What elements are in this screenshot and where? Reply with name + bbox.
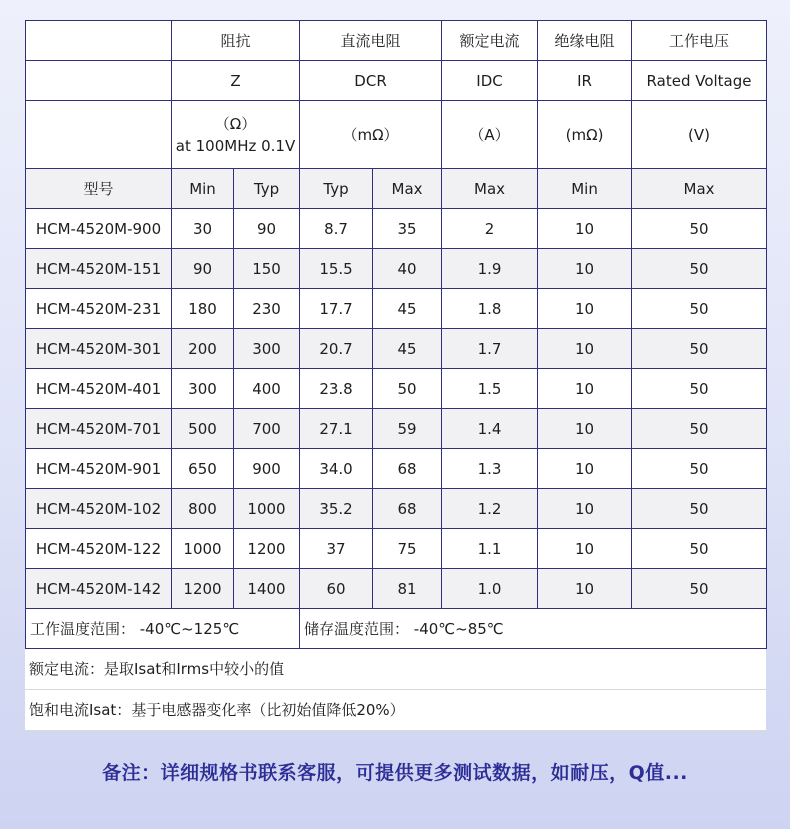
cell-ir: 10 xyxy=(538,209,632,249)
cell-idc: 1.0 xyxy=(442,569,538,609)
cell-idc: 1.1 xyxy=(442,529,538,569)
cell-dcr-max: 68 xyxy=(373,449,442,489)
cell-dcr-typ: 35.2 xyxy=(300,489,373,529)
cell-voltage: 50 xyxy=(632,289,767,329)
cell-idc: 1.4 xyxy=(442,409,538,449)
notes-box xyxy=(25,649,766,731)
header-idc-symbol: IDC xyxy=(442,61,538,101)
table-row xyxy=(26,529,767,569)
header-row-symbols xyxy=(26,61,767,101)
header-dcr: 直流电阻 xyxy=(300,21,442,61)
cell-model: HCM-4520M-122 xyxy=(26,529,172,569)
cell-ir: 10 xyxy=(538,569,632,609)
cell-voltage: 50 xyxy=(632,569,767,609)
cell-ir: 10 xyxy=(538,289,632,329)
cell-ir: 10 xyxy=(538,249,632,289)
header-voltage-symbol: Rated Voltage xyxy=(632,61,767,101)
cell-model: HCM-4520M-151 xyxy=(26,249,172,289)
cell-model: HCM-4520M-142 xyxy=(26,569,172,609)
cell-voltage: 50 xyxy=(632,369,767,409)
cell-idc: 1.2 xyxy=(442,489,538,529)
cell-model: HCM-4520M-231 xyxy=(26,289,172,329)
table-row xyxy=(26,209,767,249)
cell-z-typ: 400 xyxy=(234,369,300,409)
spec-sheet xyxy=(25,20,766,731)
cell-z-typ: 1200 xyxy=(234,529,300,569)
cell-z-min: 200 xyxy=(172,329,234,369)
spec-table xyxy=(25,20,767,649)
cell-dcr-typ: 27.1 xyxy=(300,409,373,449)
cell-idc: 1.8 xyxy=(442,289,538,329)
cell-voltage: 50 xyxy=(632,249,767,289)
cell-dcr-max: 35 xyxy=(373,209,442,249)
cell-dcr-typ: 23.8 xyxy=(300,369,373,409)
header-ir-symbol: IR xyxy=(538,61,632,101)
table-row xyxy=(26,329,767,369)
header-impedance: 阻抗 xyxy=(172,21,300,61)
cell-z-typ: 90 xyxy=(234,209,300,249)
header-voltage-unit: (V) xyxy=(632,101,767,169)
cell-model: HCM-4520M-901 xyxy=(26,449,172,489)
cell-voltage: 50 xyxy=(632,409,767,449)
cell-model: HCM-4520M-401 xyxy=(26,369,172,409)
table-row xyxy=(26,249,767,289)
impedance-condition-text: at 100MHz 0.1V xyxy=(175,136,296,155)
cell-idc: 1.7 xyxy=(442,329,538,369)
header-empty-cell xyxy=(26,101,172,169)
cell-ir: 10 xyxy=(538,489,632,529)
temperature-row xyxy=(26,609,767,649)
cell-model: HCM-4520M-301 xyxy=(26,329,172,369)
header-dcr-symbol: DCR xyxy=(300,61,442,101)
cell-dcr-typ: 60 xyxy=(300,569,373,609)
cell-ir: 10 xyxy=(538,329,632,369)
cell-idc: 1.3 xyxy=(442,449,538,489)
cell-dcr-max: 59 xyxy=(373,409,442,449)
cell-z-typ: 300 xyxy=(234,329,300,369)
table-row xyxy=(26,409,767,449)
header-dcr-typ: Typ xyxy=(300,169,373,209)
cell-voltage: 50 xyxy=(632,329,767,369)
cell-dcr-max: 45 xyxy=(373,289,442,329)
header-z-min: Min xyxy=(172,169,234,209)
header-impedance-symbol: Z xyxy=(172,61,300,101)
table-row xyxy=(26,449,767,489)
cell-model: HCM-4520M-701 xyxy=(26,409,172,449)
header-empty-cell xyxy=(26,21,172,61)
header-idc: 额定电流 xyxy=(442,21,538,61)
cell-idc: 2 xyxy=(442,209,538,249)
cell-z-typ: 1000 xyxy=(234,489,300,529)
cell-idc: 1.9 xyxy=(442,249,538,289)
table-row xyxy=(26,489,767,529)
header-idc-unit: （A） xyxy=(442,101,538,169)
cell-ir: 10 xyxy=(538,409,632,449)
cell-z-min: 650 xyxy=(172,449,234,489)
cell-dcr-max: 68 xyxy=(373,489,442,529)
table-row xyxy=(26,569,767,609)
cell-z-min: 1200 xyxy=(172,569,234,609)
header-ir-min: Min xyxy=(538,169,632,209)
header-voltage: 工作电压 xyxy=(632,21,767,61)
header-row-limits xyxy=(26,169,767,209)
cell-ir: 10 xyxy=(538,449,632,489)
header-impedance-unit xyxy=(172,101,300,169)
cell-dcr-typ: 20.7 xyxy=(300,329,373,369)
cell-z-typ: 230 xyxy=(234,289,300,329)
table-row xyxy=(26,369,767,409)
cell-dcr-typ: 37 xyxy=(300,529,373,569)
header-dcr-max: Max xyxy=(373,169,442,209)
storage-temperature: 储存温度范围： -40℃~85℃ xyxy=(300,609,767,649)
cell-z-typ: 150 xyxy=(234,249,300,289)
note-rated-current: 额定电流：是取Isat和Irms中较小的值 xyxy=(25,649,766,690)
header-ir-unit: (mΩ) xyxy=(538,101,632,169)
cell-idc: 1.5 xyxy=(442,369,538,409)
cell-voltage: 50 xyxy=(632,529,767,569)
cell-model: HCM-4520M-900 xyxy=(26,209,172,249)
cell-z-typ: 1400 xyxy=(234,569,300,609)
header-dcr-unit: （mΩ） xyxy=(300,101,442,169)
cell-z-min: 90 xyxy=(172,249,234,289)
table-row xyxy=(26,289,767,329)
header-idc-max: Max xyxy=(442,169,538,209)
cell-dcr-max: 75 xyxy=(373,529,442,569)
header-row-units xyxy=(26,101,767,169)
cell-dcr-max: 45 xyxy=(373,329,442,369)
header-v-max: Max xyxy=(632,169,767,209)
cell-dcr-max: 50 xyxy=(373,369,442,409)
cell-voltage: 50 xyxy=(632,489,767,529)
cell-dcr-typ: 8.7 xyxy=(300,209,373,249)
remark-text: 备注：详细规格书联系客服，可提供更多测试数据，如耐压，Q值... xyxy=(102,762,688,784)
cell-dcr-max: 40 xyxy=(373,249,442,289)
cell-z-typ: 900 xyxy=(234,449,300,489)
cell-z-min: 1000 xyxy=(172,529,234,569)
cell-z-min: 300 xyxy=(172,369,234,409)
cell-z-min: 180 xyxy=(172,289,234,329)
cell-dcr-typ: 34.0 xyxy=(300,449,373,489)
impedance-unit-text: （Ω） xyxy=(214,114,257,133)
cell-z-min: 30 xyxy=(172,209,234,249)
cell-voltage: 50 xyxy=(632,209,767,249)
header-model: 型号 xyxy=(26,169,172,209)
cell-voltage: 50 xyxy=(632,449,767,489)
spec-table-body xyxy=(26,21,767,649)
cell-dcr-typ: 17.7 xyxy=(300,289,373,329)
cell-z-min: 800 xyxy=(172,489,234,529)
cell-z-min: 500 xyxy=(172,409,234,449)
header-row-names xyxy=(26,21,767,61)
cell-z-typ: 700 xyxy=(234,409,300,449)
operating-temperature: 工作温度范围： -40℃~125℃ xyxy=(26,609,300,649)
cell-model: HCM-4520M-102 xyxy=(26,489,172,529)
header-z-typ: Typ xyxy=(234,169,300,209)
header-empty-cell xyxy=(26,61,172,101)
note-saturation-current: 饱和电流Isat：基于电感器变化率（比初始值降低20%） xyxy=(25,690,766,731)
cell-dcr-typ: 15.5 xyxy=(300,249,373,289)
cell-dcr-max: 81 xyxy=(373,569,442,609)
header-ir: 绝缘电阻 xyxy=(538,21,632,61)
cell-ir: 10 xyxy=(538,369,632,409)
cell-ir: 10 xyxy=(538,529,632,569)
